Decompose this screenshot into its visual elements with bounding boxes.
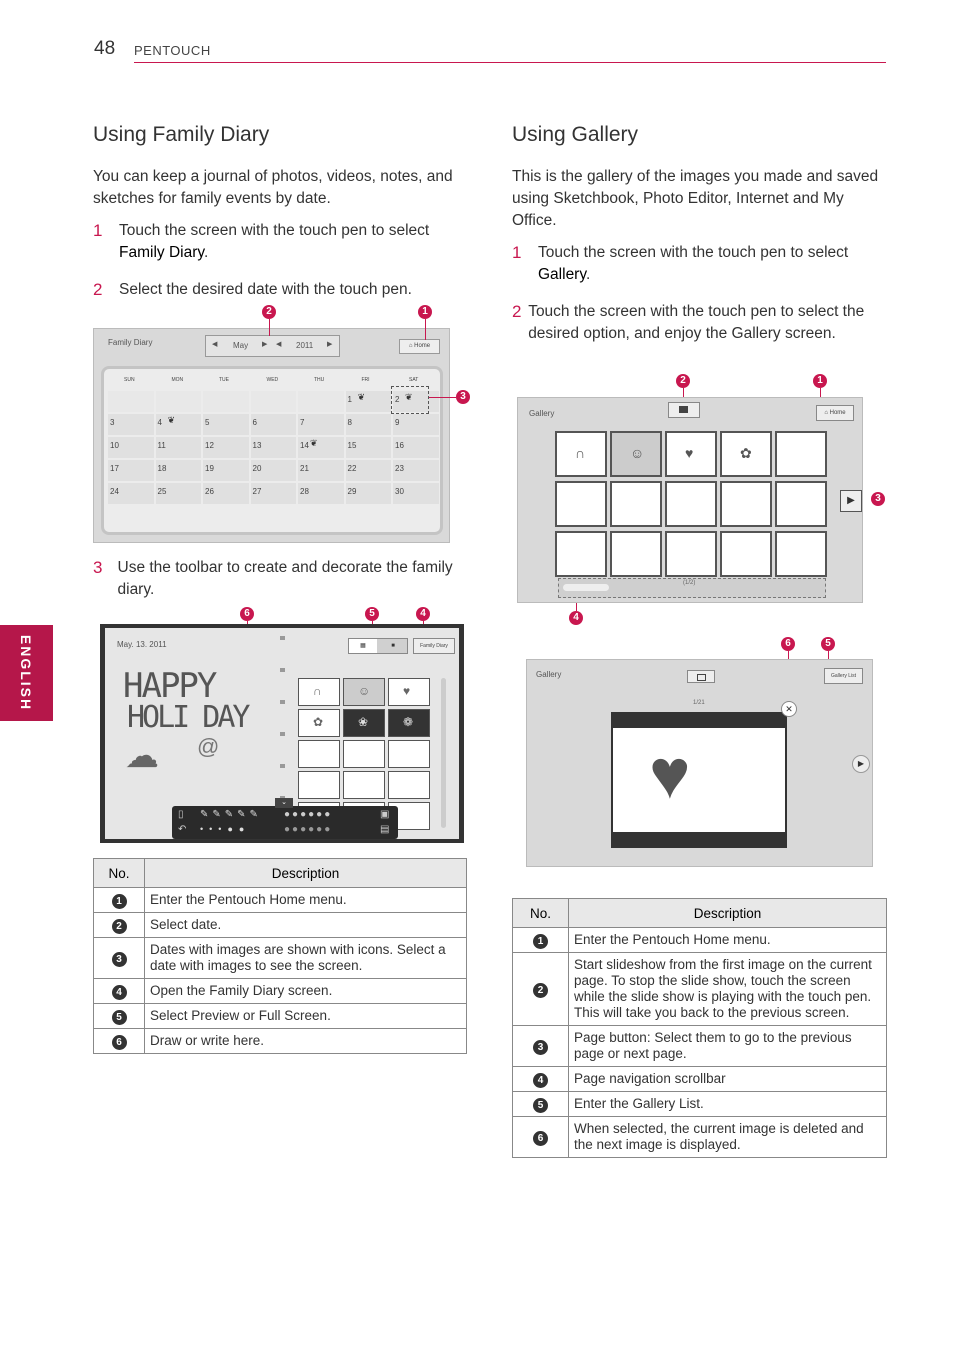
calendar-title: Family Diary (108, 338, 153, 347)
calendar-day[interactable] (251, 483, 297, 504)
day-number: 23 (395, 464, 404, 473)
diary-date: May. 13. 2011 (117, 640, 167, 649)
image-marker-icon: ❦ (357, 392, 366, 402)
calendar-day[interactable] (203, 460, 249, 481)
gallery-thumbnail[interactable] (555, 531, 607, 577)
row-description: When selected, the current image is deleted and the next image is displayed. (569, 1117, 887, 1158)
delete-close-icon[interactable]: ✕ (781, 701, 797, 717)
weekday-label: WED (266, 377, 279, 383)
slideshow-button[interactable] (687, 670, 715, 683)
gallery-thumbnail[interactable] (610, 481, 662, 527)
pen-tools-icon[interactable]: ✎✎✎✎✎ (200, 809, 262, 820)
row-number: 1 (533, 934, 548, 949)
gallery-thumbnail[interactable] (555, 481, 607, 527)
day-number: 8 (347, 418, 352, 427)
table-header-desc: Description (145, 859, 467, 888)
row-number: 6 (533, 1131, 548, 1146)
day-number: 4 (157, 418, 162, 427)
calendar-day[interactable] (156, 460, 202, 481)
row-number-cell (513, 1026, 569, 1067)
table-header-desc: Description (569, 899, 887, 928)
home-icon: ⌂ (408, 343, 413, 349)
home-icon: ⌂ (824, 410, 828, 416)
right-intro: This is the gallery of the images you made and saved using Sketchbook, Photo Editor, Internet and My Office. (512, 168, 879, 229)
calendar-day[interactable] (108, 391, 154, 412)
diary-thumbnail[interactable] (343, 709, 385, 737)
calendar-day[interactable] (108, 437, 154, 458)
step-bold: Gallery (538, 266, 586, 283)
callout-4: 4 (416, 607, 430, 621)
calendar-day[interactable] (346, 391, 392, 412)
calendar-day[interactable] (203, 391, 249, 412)
callout-line (425, 319, 426, 340)
diary-screenshot (100, 624, 464, 843)
day-number: 24 (110, 487, 119, 496)
step-bold: Family Diary (119, 244, 204, 261)
calendar-day[interactable] (298, 483, 344, 504)
row-number-cell (513, 1067, 569, 1092)
step-number: 2 (93, 280, 103, 299)
color-palette-icon[interactable]: ●●●●●● (284, 809, 333, 820)
callout-line (269, 319, 270, 336)
handwriting-holiday[interactable]: HOLI DAY (127, 700, 248, 735)
thumbnail-image-icon: ♥ (685, 445, 694, 461)
calendar-day[interactable] (251, 437, 297, 458)
new-page-icon[interactable]: ▯ (178, 809, 184, 820)
callout-6: 6 (240, 607, 254, 621)
row-description: Dates with images are shown with icons. Select a date with images to see the screen. (145, 938, 467, 979)
row-number: 6 (112, 1035, 127, 1050)
next-month-icon[interactable]: ▶ (262, 341, 268, 348)
row-number-cell (513, 953, 569, 1026)
home-label: Home (829, 410, 846, 416)
month-label: May (233, 341, 249, 350)
undo-icon[interactable]: ↶ (178, 824, 187, 835)
table-row (513, 953, 887, 1026)
weekday-label: FRI (361, 377, 370, 383)
calendar-day[interactable] (203, 437, 249, 458)
step-number: 3 (93, 558, 103, 577)
callout-5: 5 (821, 637, 835, 651)
gallery-thumbnail[interactable] (720, 431, 772, 477)
day-number: 11 (157, 441, 166, 450)
callout-2: 2 (676, 374, 690, 388)
weekday-label: SAT (409, 377, 419, 383)
calendar-day[interactable] (156, 391, 202, 412)
row-number: 4 (533, 1073, 548, 1088)
step-text: Touch the screen with the touch pen to select (538, 244, 849, 261)
row-description: Open the Family Diary screen. (145, 979, 467, 1004)
left-step-3 (93, 557, 468, 601)
heart-image-icon: ♥ (649, 735, 691, 813)
day-number: 29 (347, 487, 357, 496)
image-marker-icon: ❦ (310, 438, 318, 448)
day-number: 6 (252, 418, 257, 427)
diary-thumbnail[interactable] (343, 740, 385, 768)
scrollbar-thumb[interactable] (563, 584, 609, 591)
home-button[interactable] (816, 405, 854, 421)
calendar-day[interactable] (251, 391, 297, 412)
family-diary-button[interactable]: Family Diary (413, 638, 455, 654)
row-description: Page button: Select them to go to the previous page or next page. (569, 1026, 887, 1067)
thumbnail-image-icon: ❁ (403, 715, 414, 729)
calendar-day[interactable] (346, 460, 392, 481)
calendar-day[interactable] (251, 414, 297, 435)
diary-thumbnail[interactable] (298, 740, 340, 768)
calendar-day[interactable] (393, 437, 439, 458)
table-header-no: No. (94, 859, 145, 888)
prev-month-icon[interactable]: ◀ (212, 341, 218, 348)
calendar-day[interactable] (108, 483, 154, 504)
row-number: 3 (112, 952, 127, 967)
save-icon[interactable]: ▣ (380, 809, 390, 820)
diary-thumbnail[interactable] (388, 678, 430, 706)
gallery-thumbnail[interactable] (720, 481, 772, 527)
language-label: ENGLISH (18, 634, 34, 712)
next-year-icon[interactable]: ▶ (327, 341, 333, 348)
page-indicator: (1/2) (683, 580, 696, 586)
row-number-cell (94, 1029, 145, 1054)
callout-1: 1 (813, 374, 827, 388)
color-palette-icon[interactable]: ●●●●●● (284, 824, 333, 835)
row-description: Draw or write here. (145, 1029, 467, 1054)
calendar-day[interactable] (203, 414, 249, 435)
calendar-day[interactable] (298, 460, 344, 481)
view-toggle[interactable] (348, 638, 408, 654)
day-number: 21 (300, 464, 309, 473)
calendar-day[interactable] (346, 483, 392, 504)
gallery-thumbnail[interactable] (775, 431, 827, 477)
day-number: 20 (252, 464, 262, 473)
calendar-day[interactable] (156, 414, 202, 435)
table-row (94, 1004, 467, 1029)
thumbnail-image-icon: ☺ (358, 684, 371, 698)
day-number: 14 (300, 441, 309, 450)
gallery-thumbnail[interactable] (555, 431, 607, 477)
full-screen-icon[interactable]: ■ (391, 643, 395, 649)
calendar-day[interactable] (346, 437, 392, 458)
table-row (513, 1026, 887, 1067)
gallery-thumbnail[interactable] (665, 531, 717, 577)
gallery-thumbnail[interactable] (720, 531, 772, 577)
calendar-screenshot (93, 328, 450, 543)
day-number: 22 (347, 464, 357, 473)
row-number: 1 (112, 894, 127, 909)
image-frame (611, 712, 787, 848)
left-description-table (93, 858, 467, 1054)
left-step-1: 1 Touch the screen with the touch pen to select Family Diary. (93, 220, 468, 264)
gallery-thumbnail[interactable] (775, 481, 827, 527)
callout-3: 3 (871, 492, 885, 506)
calendar-day[interactable] (298, 437, 344, 458)
right-step-1: 1 Touch the screen with the touch pen to select Gallery. (512, 242, 887, 286)
brush-size-icon[interactable]: •••●● (200, 824, 251, 834)
chevron-down-icon[interactable]: ⌄ (275, 798, 293, 808)
day-number: 18 (157, 464, 167, 473)
row-number: 2 (112, 919, 127, 934)
handwriting-happy[interactable]: HAPPY (123, 666, 216, 706)
step-text: Touch the screen with the touch pen to select (119, 222, 430, 239)
diary-thumbnail[interactable] (388, 771, 430, 799)
row-number: 3 (533, 1040, 548, 1055)
calendar-day[interactable] (393, 460, 439, 481)
gallery-thumbnail[interactable] (775, 531, 827, 577)
diary-thumbnail[interactable] (298, 678, 340, 706)
gallery-thumbnail[interactable] (610, 431, 662, 477)
callout-2: 2 (262, 305, 276, 319)
diary-thumbnail[interactable] (343, 771, 385, 799)
row-number-cell (94, 938, 145, 979)
row-number-cell (94, 979, 145, 1004)
row-description: Enter the Pentouch Home menu. (569, 928, 887, 953)
day-number: 10 (110, 441, 119, 450)
diary-thumbnail[interactable] (388, 709, 430, 737)
row-number: 2 (533, 983, 548, 998)
gallery-thumbnail[interactable] (665, 431, 717, 477)
left-step-2 (93, 279, 468, 301)
table-row (94, 913, 467, 938)
table-row (94, 979, 467, 1004)
callout-6: 6 (781, 637, 795, 651)
table-row (513, 1092, 887, 1117)
step-text: Select the desired date with the touch pen. (119, 281, 412, 298)
weekday-label: THU (314, 377, 325, 383)
thumbnail-image-icon: ❀ (358, 715, 369, 729)
calendar-day[interactable] (108, 414, 154, 435)
callout-line (429, 397, 456, 398)
step-number: 1 (512, 243, 522, 262)
thumbnail-image-icon: ♥ (403, 684, 411, 698)
day-number: 19 (205, 464, 214, 473)
thumbnail-image-icon: ✿ (313, 715, 324, 729)
day-number: 15 (347, 441, 357, 450)
day-number: 5 (205, 418, 210, 427)
year-label: 2011 (296, 341, 314, 350)
table-row (94, 1029, 467, 1054)
diary-thumbnail[interactable] (298, 709, 340, 737)
current-image[interactable] (613, 728, 785, 832)
row-number: 5 (112, 1010, 127, 1025)
gallery-list-button[interactable]: Gallery List (824, 668, 863, 684)
slideshow-button[interactable] (668, 402, 700, 418)
step-number: 1 (93, 221, 103, 240)
row-number-cell (513, 1092, 569, 1117)
row-number-cell (513, 1117, 569, 1158)
day-number: 3 (110, 418, 115, 427)
calendar-day[interactable] (108, 460, 154, 481)
gallery-thumbnail[interactable] (610, 531, 662, 577)
calendar-day[interactable] (298, 414, 344, 435)
day-number: 7 (300, 418, 305, 427)
date-selector[interactable] (205, 335, 340, 357)
diary-thumbnail[interactable] (298, 771, 340, 799)
page-number: 48 (94, 38, 116, 59)
calendar-day[interactable] (298, 391, 344, 412)
step-number: 2 (512, 302, 522, 321)
callout-1: 1 (418, 305, 432, 319)
calendar-day[interactable] (346, 414, 392, 435)
row-number-cell (94, 888, 145, 913)
day-number: 1 (347, 395, 352, 404)
row-number-cell (94, 913, 145, 938)
next-image-button[interactable]: ▶ (852, 755, 870, 773)
calendar-day[interactable] (156, 437, 202, 458)
callout-4: 4 (569, 611, 583, 625)
gallery-screenshot (517, 397, 863, 603)
row-number: 4 (112, 985, 127, 1000)
calendar-day[interactable] (156, 483, 202, 504)
callout-3: 3 (456, 390, 470, 404)
table-row (513, 928, 887, 953)
day-number: 30 (395, 487, 404, 496)
table-row (94, 938, 467, 979)
calendar-day[interactable] (251, 460, 297, 481)
swirl-drawing-icon: @ (197, 734, 220, 759)
home-button[interactable] (399, 339, 440, 354)
drawing-toolbar[interactable] (172, 806, 398, 839)
left-intro: You can keep a journal of photos, videos, notes, and sketches for family events by date. (93, 168, 453, 207)
gallery-viewer-screenshot (526, 659, 873, 867)
weekday-label: MON (171, 377, 184, 383)
day-number: 12 (205, 441, 214, 450)
thumbnail-image-icon: ☺ (630, 445, 645, 461)
right-description-table (512, 898, 887, 1158)
preview-icon[interactable]: ▦ (349, 639, 377, 653)
left-title: Using Family Diary (93, 123, 270, 146)
row-number: 5 (533, 1098, 548, 1113)
page-scrollbar[interactable] (558, 578, 826, 598)
thumbnail-scrollbar[interactable] (441, 678, 446, 828)
row-number-cell (513, 928, 569, 953)
diary-page (105, 628, 459, 839)
day-number: 16 (395, 441, 404, 450)
section-title: PENTOUCH (134, 43, 211, 58)
day-number: 28 (300, 487, 309, 496)
table-row (513, 1067, 887, 1092)
print-icon[interactable]: ▤ (380, 824, 390, 835)
language-tab (0, 625, 53, 721)
table-row (513, 1117, 887, 1158)
calendar-day[interactable] (203, 483, 249, 504)
row-description: Select date. (145, 913, 467, 938)
gallery-title: Gallery (529, 409, 555, 418)
day-number: 27 (252, 487, 262, 496)
image-marker-icon: ❦ (167, 415, 176, 425)
row-description: Enter the Pentouch Home menu. (145, 888, 467, 913)
callout-5: 5 (365, 607, 379, 621)
weekday-label: TUE (219, 377, 229, 383)
row-description: Page navigation scrollbar (569, 1067, 887, 1092)
cloud-drawing-icon: ☁ (125, 737, 159, 775)
day-number: 26 (205, 487, 214, 496)
thumbnail-image-icon: ∩ (313, 684, 322, 698)
date-icon-highlight (391, 386, 429, 414)
weekday-label: SUN (124, 377, 135, 383)
row-number-cell (94, 1004, 145, 1029)
day-number: 17 (110, 464, 119, 473)
image-marker-icon: ❦ (405, 392, 413, 402)
next-page-button[interactable]: ▶ (840, 490, 862, 512)
table-row (94, 888, 467, 913)
step-text: Touch the screen with the touch pen to select the desired option, and enjoy the Gallery screen. (528, 303, 865, 342)
gallery-thumbnail[interactable] (665, 481, 717, 527)
thumbnail-image-icon: ∩ (575, 445, 586, 461)
right-title: Using Gallery (512, 123, 639, 146)
row-description: Select Preview or Full Screen. (145, 1004, 467, 1029)
slideshow-icon (679, 406, 688, 413)
step-text: Use the toolbar to create and decorate the family diary. (117, 559, 453, 598)
table-header-no: No. (513, 899, 569, 928)
viewer-page-indicator: 1/21 (693, 700, 705, 706)
diary-thumbnail[interactable] (343, 678, 385, 706)
prev-year-icon[interactable]: ◀ (276, 341, 282, 348)
row-description: Enter the Gallery List. (569, 1092, 887, 1117)
day-number: 2 (395, 395, 400, 404)
row-description: Start slideshow from the first image on the current page. To stop the slide show, touch the screen while the slide show is playing with the touch pen. This will take you back to the previous screen. (569, 953, 887, 1026)
slideshow-icon (697, 674, 706, 681)
header-rule (134, 62, 886, 63)
day-number: 25 (157, 487, 167, 496)
diary-thumbnail[interactable] (388, 740, 430, 768)
viewer-title: Gallery (536, 670, 562, 679)
right-step-2 (512, 301, 887, 345)
home-label: Home (414, 343, 431, 349)
day-number: 13 (252, 441, 262, 450)
day-number: 9 (395, 418, 400, 427)
calendar-day[interactable] (393, 414, 439, 435)
thumbnail-image-icon: ✿ (740, 445, 752, 461)
calendar-day[interactable] (393, 483, 439, 504)
